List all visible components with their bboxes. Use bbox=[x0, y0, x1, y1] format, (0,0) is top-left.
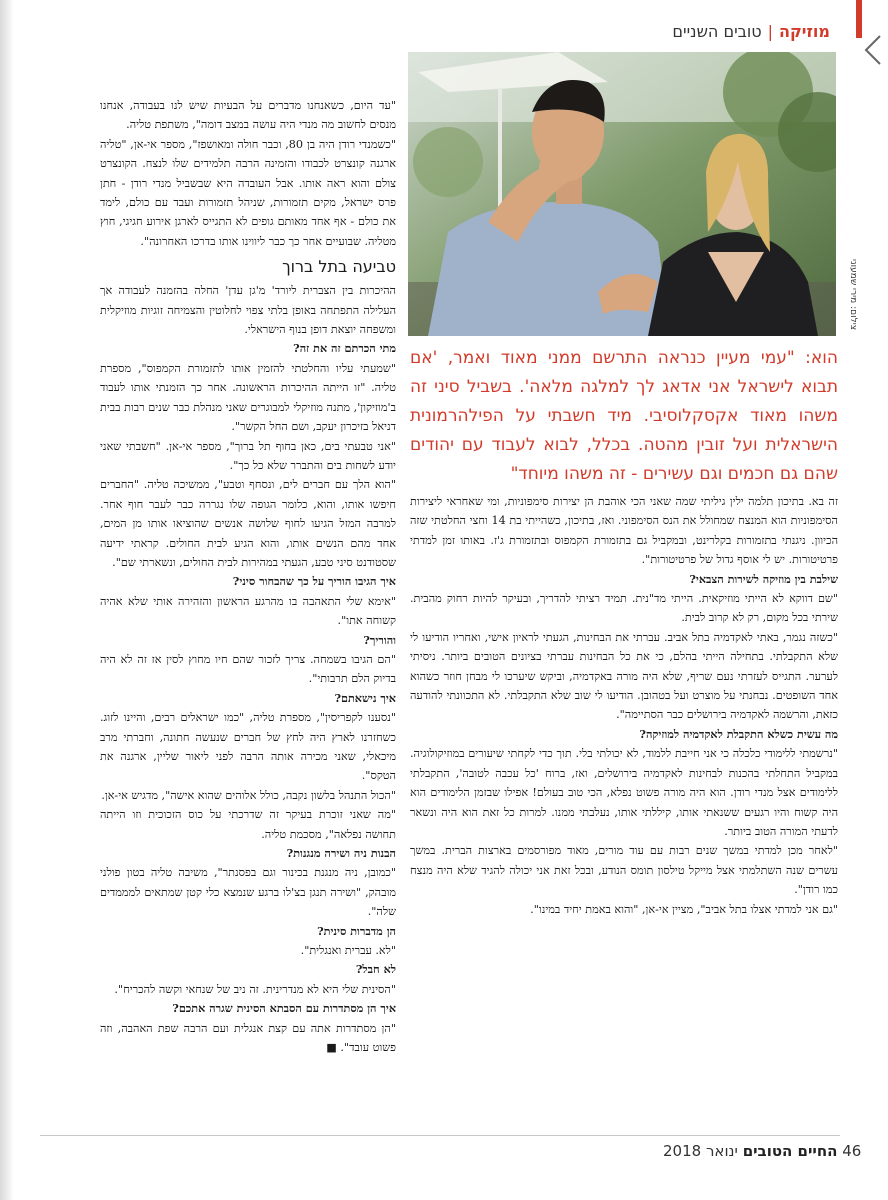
section-header bbox=[672, 22, 830, 41]
answer: "אני טבעתי בים, כאן בחוף תל ברוך", מספר אי-אן. "חשבתי שאני יודע לשחות בים והתברר שלא כל כך". bbox=[100, 439, 396, 472]
paragraph: "כשמנדי רודן היה בן 80, וכבר חולה ומאושפז", מספר אי-אן, "טליה ארגנה קונצרט לכבודו והזמינה הרבה תלמידים שלו לנצח. הקונצרט צולם והוא ראה אותו. אבל העובדה היא שבשביל מנדי רודן - חתן פרס ישראל, מקים תזמורות, שניהל תזמורות ועבד עם כולם, לימד את כולם - אף אחד מאותם גופים לא התגייס לארגן אירוע חגיגי, חוץ מטליה. שבועיים אחר כך כבר ליווינו אותו בדרכו האחרונה". bbox=[100, 137, 396, 248]
question: איך הגיבו הוריך על כך שהבחור סיני? bbox=[232, 574, 396, 589]
page-number: 46 bbox=[842, 1142, 862, 1160]
answer: "נרשמתי ללימודי כלכלה כי אני חייבת ללמוד, לא יכולתי בלי. תוך כדי לקחתי שיעורים במוזיקולוגיה. במקביל התחלתי בהכנות לבחינות לאקדמיה בירושלים, ואז, ברוח 'כל עכבה לטובה', התקבלתי ללימודים אצל מנדי רודן. הוא היה מורה פשוט נפלא, הכי טוב בעולם! אפילו שבזמן הלימודים הוא היה קשוח והיו רגעים ששנאתי אותו, קיללתי אותו, נעלבתי ממנו. למרות כל זאת הוא היה ונשאר לדעתי המורה הטוב ביותר. bbox=[410, 747, 838, 838]
question: איך הן מסתדרות עם הסבתא הסינית שגרה אתכם? bbox=[172, 1001, 396, 1016]
issue-date: ינואר 2018 bbox=[663, 1142, 738, 1160]
answer: "הם הגיבו בשמחה. צריך לזכור שהם חיו מחוץ לסין אז זה לא היה בדיוק הלם תרבותי". bbox=[100, 652, 396, 686]
pull-quote: הוא: "עמי מעיין כנראה התרשם ממני מאוד ואמר, 'אם תבוא לישראל אני אדאג לך למלגה מלאה'. בשביל סיני זה משהו מאוד אקסקלוסיבי. מיד חשבתי על הפילהרמונית הישראלית ועל זובין מהטה. בכלל, לבוא לעבוד עם יהודים שהם גם חכמים וגם עשירים - זה משהו מיוחד" bbox=[410, 348, 838, 484]
question: הן מדברות סינית? bbox=[317, 923, 396, 938]
answer: "הכול התנהל בלשון נקבה, כולל אלוהים שהוא אישה", מדגיש אי-אן. bbox=[101, 788, 396, 802]
question: מה עשית כשלא התקבלת לאקדמיה למוזיקה? bbox=[639, 726, 838, 741]
question: לא חבל? bbox=[355, 962, 396, 977]
right-column bbox=[410, 492, 838, 1122]
answer: "לא. עברית ואנגלית". bbox=[300, 944, 396, 958]
answer: "הסינית שלי היא לא מנדרינית. זה ניב של שנחאי וקשה להכריח". bbox=[114, 982, 396, 996]
paragraph: זה בא. בתיכון תלמה ילין גיליתי שמה שאני הכי אוהבת הן יצירות סימפוניות, ומי שאחראי ליצירות הסימפוניות הוא המנצח שמחולל את הנס הסימפוני. ואז, בתיכון, כשהייתי בת 14 וחצי החלטתי שזה הכיוון. ניגנתי בתזמורות בקלרינט, ובמקביל גם בתזמורת הקמפוס ובתזמורת ג'ז. באותו זמן למדתי פרטיטורות. יש לי אוסף גדול של פרטיטורות". bbox=[410, 495, 838, 567]
question: הבנות ניה ושירה מנגנות? bbox=[286, 846, 396, 861]
answer: "אימא שלי התאהבה בו מהרגע הראשון והזהירה אותי שלא אהיה קשוחה אתו". bbox=[100, 594, 396, 628]
paragraph: "עד היום, כשאנחנו מדברים על הבעיות שיש לנו בעבודה, אנחנו מנסים לחשוב מה מנדי היה עושה במצב דומה", משתפת טליה. bbox=[100, 99, 396, 132]
feature-photo bbox=[408, 52, 836, 336]
answer: "כשזה נגמר, באתי לאקדמיה בתל אביב. עברתי את הבחינות, הגעתי לראיון אישי, ואחריו הודיעו לי שלא התקבלתי. בתחילה הייתי בהלם, כי את כל הבחינות עברתי בציונים הטובים ביותר. ניסיתי לערער. התגייס לעזרתי נעם שריף, שלא היה מורה באקדמיה, וביקש שיערכו לי מבחן חוזר כשהוא אחד השופטים. נבחנתי על מוצרט ועל בטהובן. הודיעו לי שוב שלא התקבלתי. לא התכוונתי להודעה כזאת, והרשמה לאקדמיה בירושלים כבר הסתיימה". bbox=[410, 630, 838, 722]
question: שילבת בין מוזיקה לשירות הצבאי? bbox=[689, 571, 838, 586]
answer: "שמעתי עליו והחלטתי להזמין אותו לתזמורת הקמפוס", מספרת טליה. "זו הייתה ההיכרות הראשונה. אחר כך הזמנתי אותו לעבוד ב'מוזיקון', מתנה מוזיקלי למבוגרים שאני מנהלת כבר שנים רבות בבית דניאל בזיכרון יעקב, ושם החל הקשר". bbox=[100, 361, 396, 434]
photo-credit: צילום: מירי שמעוני bbox=[848, 258, 858, 330]
answer: "הוא הלך עם חברים לים, ונסחף וטבע", ממשיכה טליה. "החברים חיפשו אותו, והוא, כלומר הגופה שלו נגררה כבר לעבר חוף אחר. למרבה המזל הגיעו לחוף שלושה אנשים שהוציאו אותו מן המים, אחד מהם הנשים אותו, והוא הגיע לבית החולים. קראתי ידיעה שסטודנט סיני טבע, הגעתי במהירות לבית החולים, ונשארתי שם". bbox=[100, 478, 396, 569]
intro-paragraph: ההיכרות בין הצברית ליורד' מ'גן עדן' החלה בהזמנה לעבודה אך העלילה התפתחה באופן בלתי צפוי לחלוטין והצמיחה זוגיות מוזיקלית ומשפחה יוצאת דופן בנוף הישראלי. bbox=[100, 284, 396, 337]
left-column bbox=[100, 96, 396, 1116]
answer: "הן מסתדרות אתה עם קצת אנגלית ועם הרבה שפת האהבה, וזה פשוט עובד". ■ bbox=[100, 1021, 396, 1055]
page-footer bbox=[663, 1142, 861, 1160]
subsection-label: טובים השניים bbox=[672, 22, 762, 41]
accent-bar bbox=[856, 0, 862, 38]
footer-rule bbox=[40, 1135, 840, 1136]
answer: "לאחר מכן למדתי במשך שנים רבות עם עוד מורים, מאוד מפורסמים בארצות הברית. במשך עשרים שנה השתלמתי אצל מייקל טילסון תומס הנודע, ובכל זאת אני יכולה להגיד שלא היה מנצח כמו רודן". bbox=[410, 844, 838, 897]
answer: "שם דווקא לא הייתי מוזיקאית. הייתי מד"נית. תמיד רציתי להדריך, ובעיקר להיות רחוק מהבית. שירתי בכל מקום, רק לא קרוב לבית. bbox=[410, 592, 838, 625]
answer: "מה שאני זוכרת בעיקר זה שדרכתי על כוס הזכוכית וזו הייתה תחושה נפלאה", מסכמת טליה. bbox=[100, 808, 396, 841]
answer: "גם אני למדתי אצלו בתל אביב", מציין אי-אן, "והוא באמת יחיד במינו". bbox=[530, 902, 838, 916]
magazine-name: החיים הטובים bbox=[742, 1142, 838, 1160]
section-label: מוזיקה bbox=[779, 22, 830, 41]
answer: "כמובן, ניה מנגנת בכינור וגם בפסנתר", משיבה טליה בטון פולני מובהק, "ושירה תנגן בצ'לו ברגע שנמצא כלי קטן שמתאים למממדים שלה". bbox=[100, 866, 396, 919]
answer: "נסענו לקפריסין", מספרת טליה, "כמו ישראלים רבים, והיינו לזוג. כשחזרנו לארץ היה לחץ של חברים שנעשה חתונה, וחברתי מרב מיכאלי, שאני מכירה אותה הרבה לפני ליאור שליין, ארגנה את הטקס". bbox=[100, 711, 396, 783]
question: איך נישאתם? bbox=[334, 690, 396, 705]
chevron-left-icon bbox=[862, 34, 884, 66]
question: והוריך? bbox=[363, 632, 396, 647]
header-separator: | bbox=[767, 22, 774, 41]
question: מתי הכרתם זה את זה? bbox=[293, 341, 396, 356]
section-subhead: טביעה בתל ברוך bbox=[282, 257, 396, 277]
